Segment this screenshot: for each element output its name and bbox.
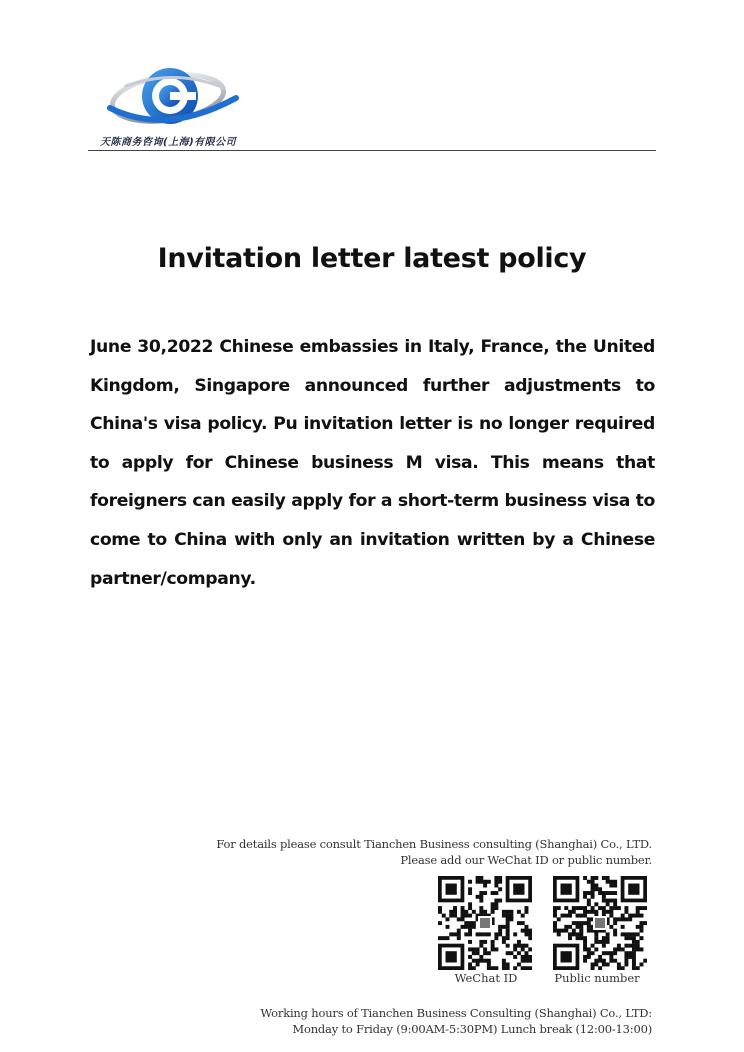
document-title: Invitation letter latest policy <box>157 243 587 274</box>
header-divider <box>88 150 656 151</box>
wechat-id-label: WeChat ID <box>454 971 518 985</box>
consult-line: For details please consult Tianchen Business consulting (Shanghai) Co., LTD. <box>216 837 652 851</box>
wechat-qr-code-icon <box>438 876 532 970</box>
public-number-label: Public number <box>554 971 640 985</box>
working-hours-line: Working hours of Tianchen Business Consulting (Shanghai) Co., LTD: <box>260 1006 652 1020</box>
document-body: June 30,2022 Chinese embassies in Italy, France, the United Kingdom, Singapore announced further adjustments to China's visa policy. Pu invitation letter is no longer required to apply for Chinese business M visa. This means that foreigners can easily apply for a short-term business visa to come to China with only an invitation written by a Chinese partner/company. <box>90 337 655 589</box>
company-globe-logo-icon <box>96 58 256 138</box>
public-account-qr-code-icon <box>553 876 647 970</box>
company-name: 天陈商务咨询(上海)有限公司 <box>100 137 237 148</box>
working-hours-detail: Monday to Friday (9:00AM-5:30PM) Lunch break (12:00-13:00) <box>292 1022 652 1036</box>
add-wechat-line: Please add our WeChat ID or public number. <box>400 853 652 867</box>
